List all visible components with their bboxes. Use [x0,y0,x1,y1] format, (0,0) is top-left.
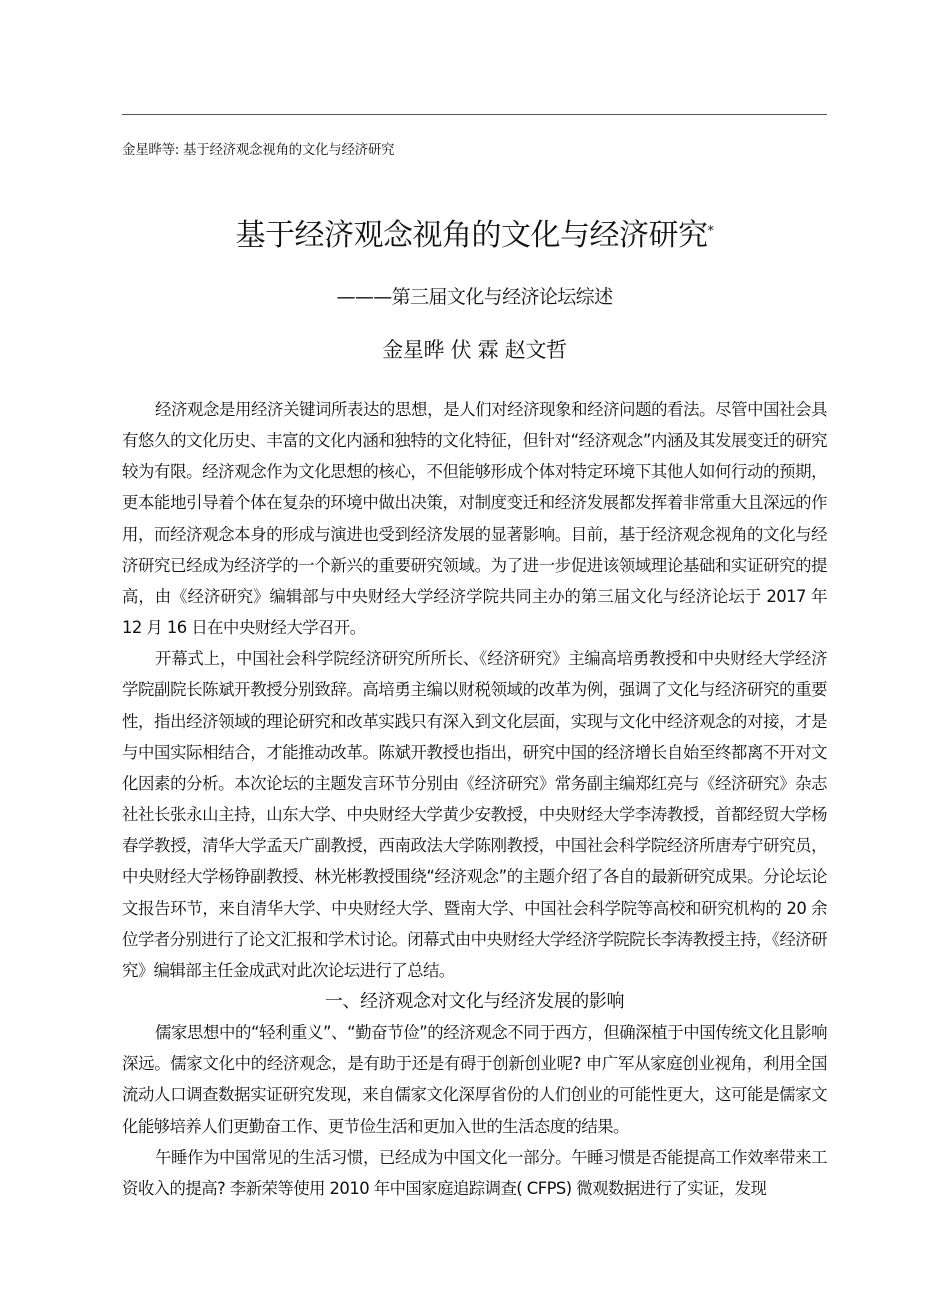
header-rule [122,114,827,115]
running-head: 金星晔等: 基于经济观念视角的文化与经济研究 [122,142,395,158]
section-1-paragraph-1: 儒家思想中的“轻利重义”、“勤奋节俭”的经济观念不同于西方，但确深植于中国传统文化且影响深远。儒家文化中的经济观念，是有助于还是有碍于创新创业呢? 申广军从家庭创业视角，利用全国流动人口调查数据实证研究发现，来自儒家文化深厚省份的人们创业的可能性更大，这可能是儒家文化能够培养人们更勤奋工作、更节俭生活和更加入世的生活态度的结果。 [122,1023,827,1136]
article-title [122,214,827,258]
article-authors: 金星晔 伏 霖 赵文哲 [382,338,567,362]
article-body [122,394,827,1204]
section-1-paragraph-2: 午睡作为中国常见的生活习惯，已经成为中国文化一部分。午睡习惯是否能提高工作效率带来工资收入的提高? 李新荣等使用 2010 年中国家庭追踪调查( CFPS) 微观数据进行了实证，发现 [122,1147,827,1198]
intro-paragraph-2: 开幕式上，中国社会科学院经济研究所所长、《经济研究》主编高培勇教授和中央财经大学经济学院副院长陈斌开教授分别致辞。高培勇主编以财税领域的改革为例，强调了文化与经济研究的重要性，指出经济领域的理论研究和改革实践只有深入到文化层面，实现与文化中经济观念的对接，才是与中国实际相结合，才能推动改革。陈斌开教授也指出，研究中国的经济增长自始至终都离不开对文化因素的分析。本次论坛的主题发言环节分别由《经济研究》常务副主编郑红亮与《经济研究》杂志社社长张永山主持，山东大学、中央财经大学黄少安教授，中央财经大学李涛教授，首都经贸大学杨春学教授，清华大学孟天广副教授，西南政法大学陈刚教授，中国社会科学院经济所唐寿宁研究员，中央财经大学杨铮副教授、林光彬教授围绕“经济观念”的主题介绍了各自的最新研究成果。分论坛论文报告环节，来自清华大学、中央财经大学、暨南大学、中国社会科学院等高校和研究机构的 20 余位学者分别进行了论文汇报和学术讨论。闭幕式由中央财经大学经济学院院长李涛教授主持，《经济研究》编辑部主任金成武对此次论坛进行了总结。 [122,649,827,980]
intro-paragraph-1: 经济观念是用经济关键词所表达的思想，是人们对经济现象和经济问题的看法。尽管中国社会具有悠久的文化历史、丰富的文化内涵和独特的文化特征，但针对“经济观念”内涵及其发展变迁的研究较为有限。经济观念作为文化思想的核心，不但能够形成个体对特定环境下其他人如何行动的预期，更本能地引导着个体在复杂的环境中做出决策，对制度变迁和经济发展都发挥着非常重大且深远的作用，而经济观念本身的形成与演进也受到经济发展的显著影响。目前，基于经济观念视角的文化与经济研究已经成为经济学的一个新兴的重要研究领域。为了进一步促进该领域理论基础和实证研究的提高，由《经济研究》编辑部与中央财经大学经济学院共同主办的第三届文化与经济论坛于 2017 年 12 月 16 日在中央财经大学召开。 [122,400,827,638]
section-heading-1: 一、经济观念对文化与经济发展的影响 [324,990,625,1012]
article-subtitle: ———第三届文化与经济论坛综述 [336,286,613,308]
article-title-text: 基于经济观念视角的文化与经济研究 [235,218,708,253]
title-footnote-mark[interactable]: * [707,224,714,239]
